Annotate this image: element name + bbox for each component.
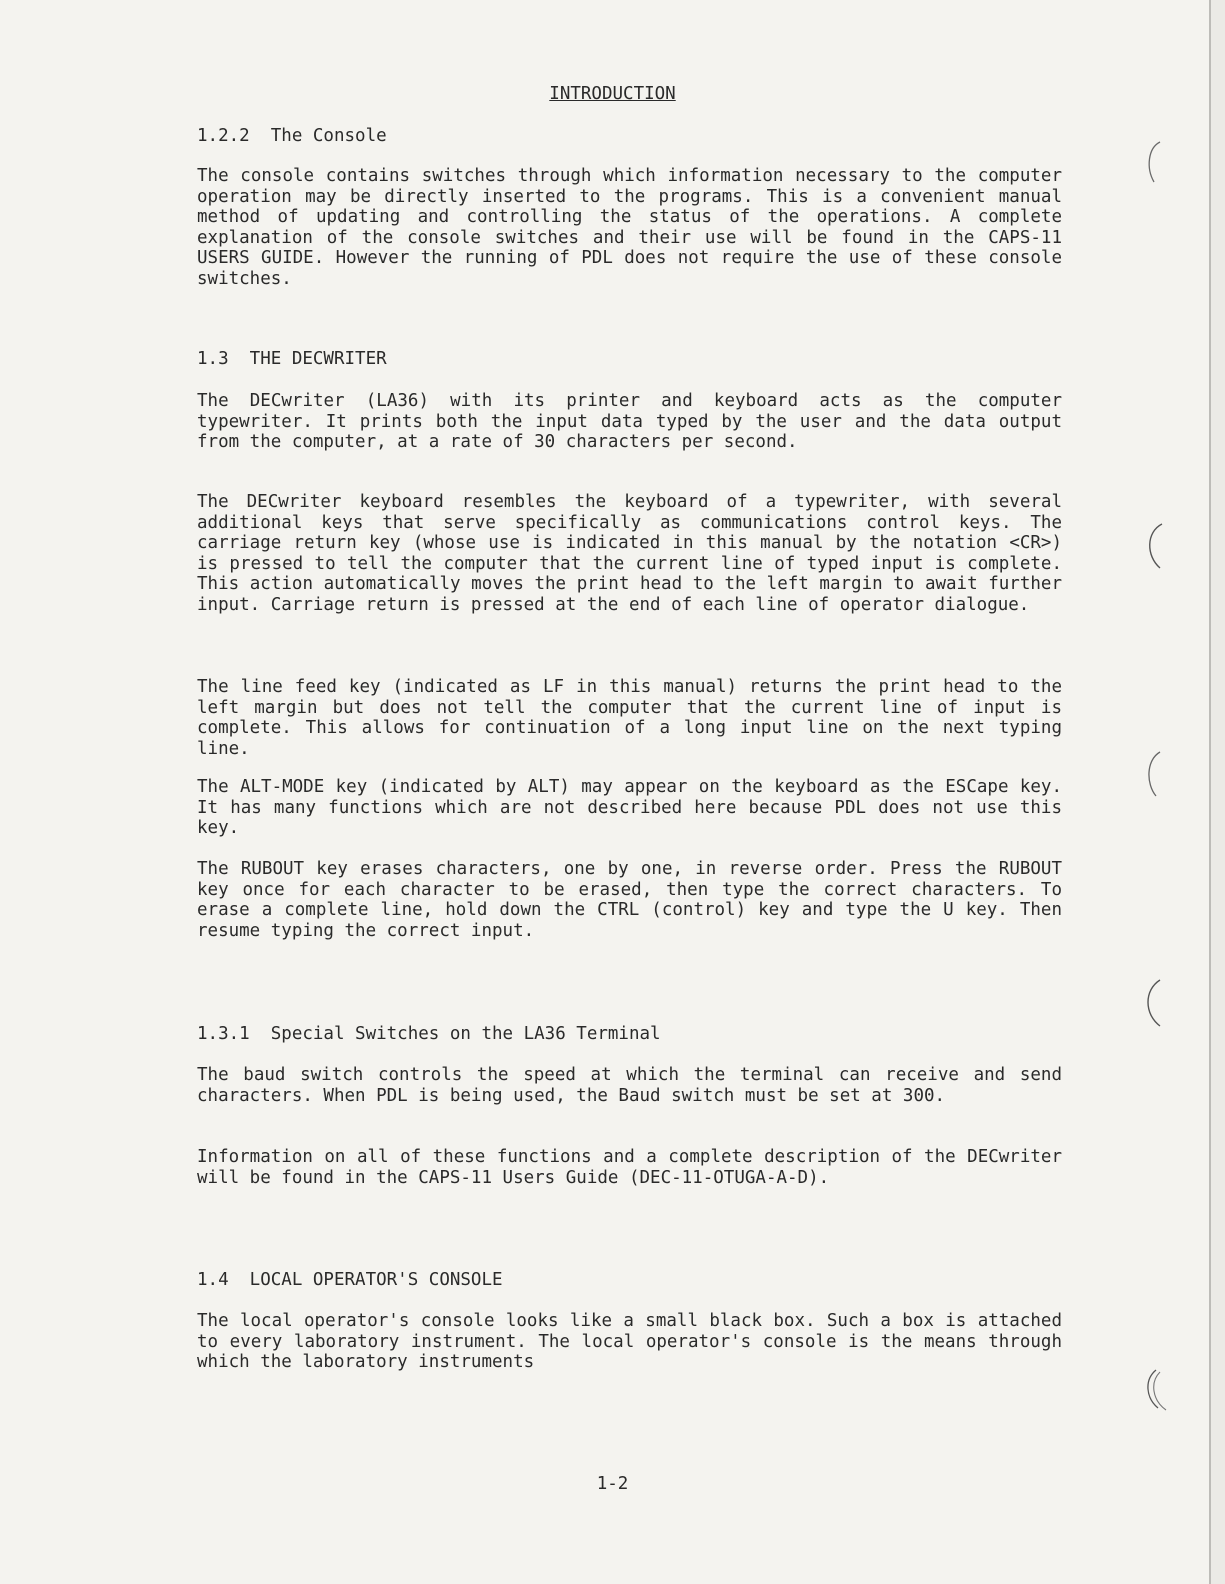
running-head: INTRODUCTION: [549, 84, 676, 104]
binder-hole-mark-icon: [1140, 1366, 1180, 1416]
paragraph: The line feed key (indicated as LF in this manual) returns the print head to the left margin but does not tell the computer that the current line of input is complete. This allows for continuation of a long input line on the next typing line.: [197, 677, 1062, 759]
paragraph: The console contains switches through which information necessary to the computer operation may be directly inserted to the programs. This is a convenient manual method of updating and controlling the status of the operations. A complete explanation of the console switches and their use will be found in the CAPS-11 USERS GUIDE. However the running of PDL does not require the use of these console switches.: [197, 166, 1062, 289]
paragraph: Information on all of these functions and a complete description of the DECwriter will be found in the CAPS-11 Users Guide (DEC-11-OTUGA-A-D).: [197, 1147, 1062, 1188]
binder-hole-mark-icon: [1140, 750, 1180, 800]
page-edge-line: [1209, 0, 1211, 1584]
paragraph: The DECwriter keyboard resembles the keyboard of a typewriter, with several additional keys that serve specifically as communications control keys. The carriage return key (whose use is indicated in this manual by the notation <CR>) is pressed to tell the computer that the current line of typed input is complete. This action automatically moves the print head to the left margin to await further input. Carriage return is pressed at the end of each line of operator dialogue.: [197, 492, 1062, 615]
paragraph: The local operator's console looks like a small black box. Such a box is attached to every laboratory instrument. The local operator's console is the means through which the laboratory instruments: [197, 1311, 1062, 1373]
binder-hole-mark-icon: [1140, 978, 1180, 1028]
paragraph: The RUBOUT key erases characters, one by one, in reverse order. Press the RUBOUT key once for each character to be erased, then type the correct characters. To erase a complete line, hold down the CTRL (control) key and type the U key. Then resume typing the correct input.: [197, 859, 1062, 941]
binder-hole-mark-icon: [1140, 520, 1180, 570]
section-heading-1-3: 1.3 THE DECWRITER: [197, 349, 387, 369]
section-heading-1-2-2: 1.2.2 The Console: [197, 126, 387, 146]
section-heading-1-4: 1.4 LOCAL OPERATOR'S CONSOLE: [197, 1270, 503, 1290]
page-edge: [1211, 0, 1225, 1584]
section-heading-1-3-1: 1.3.1 Special Switches on the LA36 Terminal: [197, 1024, 661, 1044]
page-number: 1-2: [596, 1474, 629, 1494]
paragraph: The ALT-MODE key (indicated by ALT) may appear on the keyboard as the ESCape key. It has many functions which are not described here because PDL does not use this key.: [197, 777, 1062, 839]
paragraph: The DECwriter (LA36) with its printer and keyboard acts as the computer typewriter. It prints both the input data typed by the user and the data output from the computer, at a rate of 30 characters per second.: [197, 391, 1062, 453]
binder-hole-mark-icon: [1140, 138, 1180, 188]
paragraph: The baud switch controls the speed at which the terminal can receive and send characters. When PDL is being used, the Baud switch must be set at 300.: [197, 1065, 1062, 1106]
